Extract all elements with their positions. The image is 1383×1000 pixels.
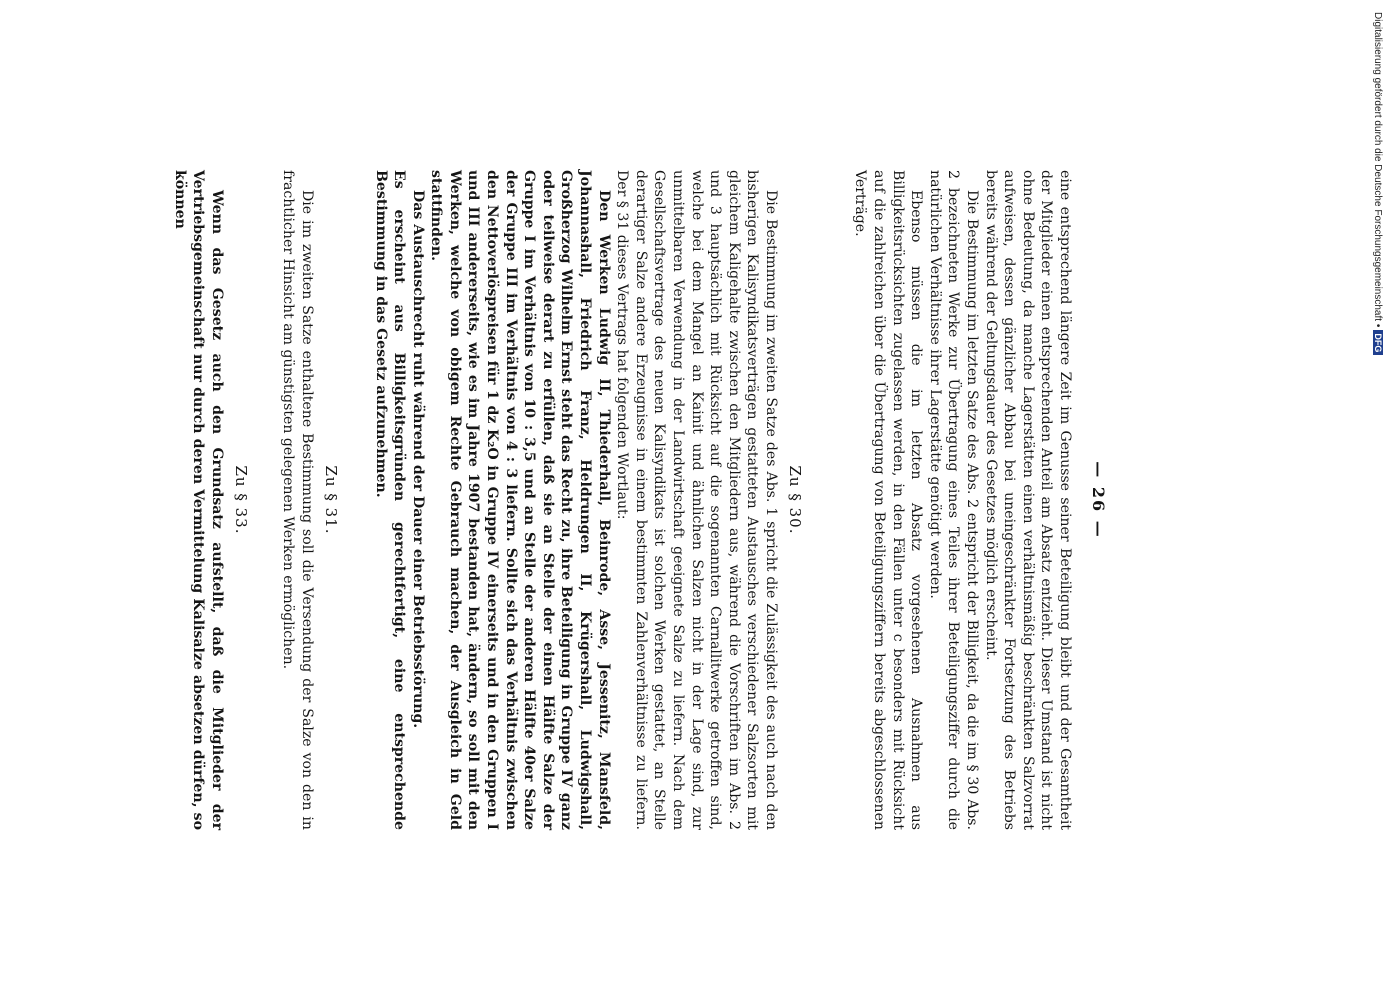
printed-page [168, 170, 1108, 830]
dfg-logo: DFG [1373, 330, 1383, 355]
section-31 [279, 170, 340, 830]
section-30-conclusion: Es erscheint aus Billigkeitsgründen gerechtfertigt, eine entsprechende Bestimmung in das Gesetz aufzunehmen. [372, 170, 408, 830]
section-33 [170, 170, 250, 830]
paragraph-continuation: eine entsprechend längere Zeit im Genusse seiner Beteiligung bleibt und der Gesamtheit der Mitglieder einen entsprechenden Anteil am Absatz entzieht. Dieser Umstand ist nicht ohne Bedeutung, da manche Lagerstätten einen verhältnismäßig beschränkten Salzvorrat aufweisen, dessen gänzlicher Abbau bei uneingeschränkter Fortsetzung des Betriebs bereits während der Geltungsdauer des Gesetzes möglich erscheint. [982, 170, 1073, 830]
section-30-austauschrecht: Das Austauschrecht ruht während der Dauer einer Betriebsstörung. [409, 190, 426, 729]
section-33-heading: Zu § 33. [232, 465, 250, 535]
paragraph-absatz-2: Die Bestimmung im letzten Satze des Abs. 2 entspricht der Billigkeit, da die im § 30 Abs. 2 bezeichneten Werke zur Übertragung eines Teiles ihrer Beteiligungsziffer durch die natürlichen Verhältnisse ihrer Lagerstätte genötigt werden. [926, 170, 981, 830]
digitization-credit [1372, 12, 1383, 355]
section-30-paragraph: Die Bestimmung im zweiten Satze des Abs. 1 spricht die Zulässigkeit des auch nach den bisherigen Kalisyndikatsverträgen gestatteten Austausches verschiedener Salzsorten mit gleichem Kaligehalte zwischen den Mitgliedern aus, während die Vorschriften im Abs. 2 und 3 hauptsächlich mit Rücksicht auf die sogenannten Carnallitwerke getroffen sind, welche bei dem Mangel an Kainit und ähnlichen Salzen nicht in der Lage sind, zur unmittelbaren Verwendung in der Landwirtschaft geeignete Salze zu liefern. Nach dem Gesellschaftsvertrage des neuen Kalisyndikats ist solchen Werken gestattet, an Stelle derartiger Salze andere Erzeugnisse in einem bestimmten Zahlenverhältnisse zu liefern. Der § 31 dieses Vertrags hat folgenden Wortlaut: [614, 170, 779, 830]
section-31-paragraph: Die im zweiten Satze enthaltene Bestimmung soll die Versendung der Salze von den in frachtlicher Hinsicht am günstigsten gelegenen Werken ermöglichen. [280, 170, 315, 830]
credit-text: Digitalisierung gefördert durch die Deutsche Forschungsgemeinschaft • [1372, 12, 1383, 328]
opening-text [851, 170, 1074, 830]
section-30-heading: Zu § 30. [786, 465, 804, 535]
section-30 [371, 170, 804, 830]
section-30-contract-quote: Den Werken Ludwig II, Thiederhall, Beinrode, Asse, Jessenitz, Mansfeld, Johannashall, Friedrich Franz, Heldrungen II, Krügershall, Ludwigshall, Großherzog Wilhelm Ernst steht das Recht zu, ihre Beteiligung in Gruppe IV ganz oder teilweise derart zu erfüllen, daß sie an Stelle der einen Hälfte Salze der Gruppe I im Verhältnis von 10 : 3,5 und an Stelle der anderen Hälfte 40er Salze der Gruppe III im Verhältnis von 4 : 3 liefern. Sollte sich das Verhältnis zwischen den Nettoverlöspreisen für 1 dz K₂O in Gruppe IV einerseits und in den Gruppen I und III andererseits, wie es im Jahre 1907 bestanden hat, ändern, so soll mit den Werken, welche von obigem Rechte Gebrauch machen, der Ausgleich in Geld stattfinden. [428, 170, 612, 830]
section-33-paragraph: Wenn das Gesetz auch den Grundsatz aufstellt, daß die Mitglieder der Vertriebsgemeinschaft nur durch deren Vermittelung Kalisalze absetzen dürfen, so können [171, 170, 225, 830]
page-number: — 26 — [1089, 461, 1108, 539]
paragraph-ausnahmen: Ebenso müssen die im letzten Absatz vorgesehenen Ausnahmen aus Billigkeitsrücksichten zugelassen werden, in den Fällen unter c besonders mit Rücksicht auf die zahlreichen über die Übertragung von Beteiligungsziffern bereits abgeschlossenen Verträge. [852, 170, 925, 830]
section-31-heading: Zu § 31. [322, 465, 340, 535]
